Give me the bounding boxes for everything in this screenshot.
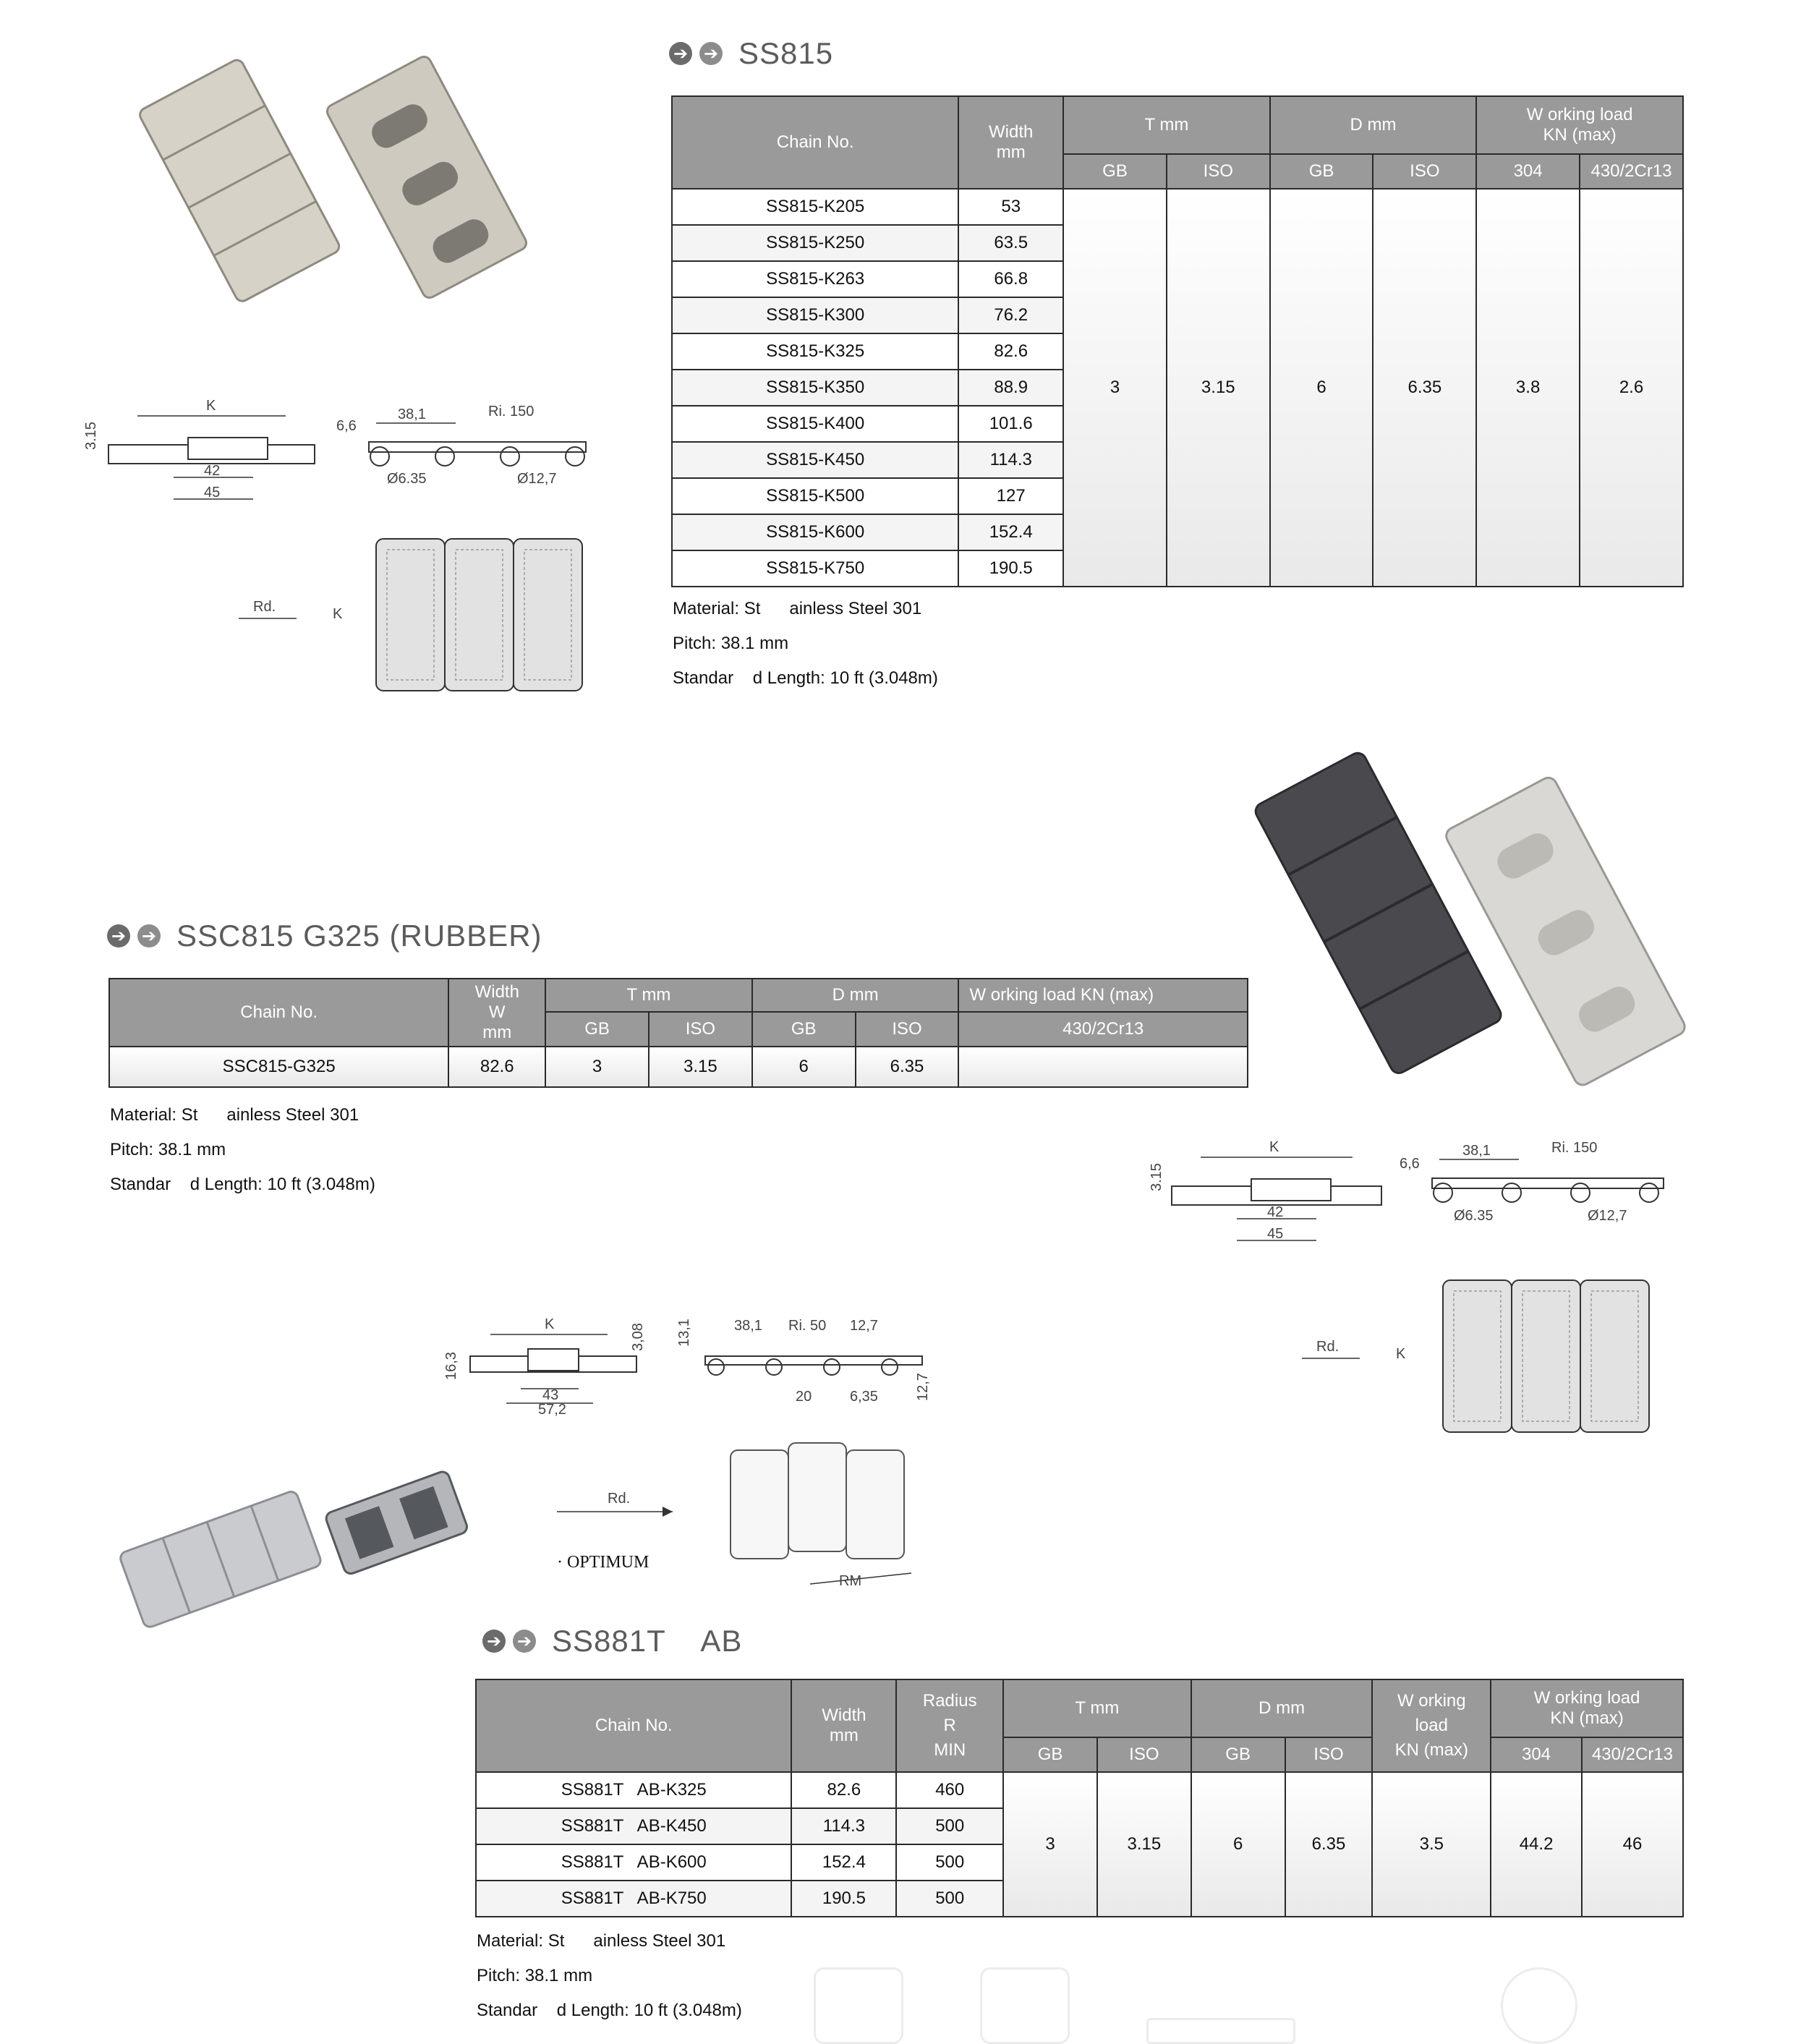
col-t-iso: ISO	[649, 1012, 752, 1047]
col-chain-no: Chain No.	[672, 96, 958, 189]
dim-45: 45	[1267, 1226, 1284, 1242]
dim-rd: Rd.	[253, 599, 276, 615]
table-row-width: 114.3	[791, 1808, 896, 1844]
ss815-product-photo	[137, 40, 557, 315]
col-wl-label2: load	[1415, 1716, 1448, 1735]
d-gb-value: 6	[1191, 1772, 1285, 1917]
dim-d12-7: Ø12,7	[1588, 1208, 1627, 1224]
material-note: Material: St ainless Steel 301	[673, 599, 922, 618]
dim-42: 42	[204, 463, 221, 479]
length-note: Standar d Length: 10 ft (3.048m)	[673, 668, 938, 688]
table-row-width: 82.6	[791, 1772, 896, 1808]
dim-rd: Rd.	[1316, 1339, 1340, 1355]
material-note: Material: St ainless Steel 301	[477, 1931, 726, 1951]
col-radius-label: Radius	[922, 1691, 977, 1711]
col-width-label: Width	[474, 982, 519, 1002]
col-d: D mm	[1270, 96, 1477, 154]
col-d-gb: GB	[752, 1012, 856, 1047]
col-load-430: 430/2Cr13	[1580, 154, 1683, 189]
col-width-unit: mm	[829, 1726, 859, 1745]
table-row-width: 82.6	[448, 1047, 545, 1087]
d-iso-value: 6.35	[856, 1047, 959, 1087]
arrow-right-icon: ➔	[513, 1630, 536, 1653]
dim-45: 45	[204, 485, 221, 501]
ss881-notes	[477, 1924, 742, 2028]
t-gb-value: 3	[1003, 1772, 1097, 1917]
table-row-width: 152.4	[791, 1844, 896, 1881]
col-d-iso: ISO	[1285, 1737, 1373, 1772]
pitch-note: Pitch: 38.1 mm	[110, 1140, 226, 1159]
dim-38-1: 38,1	[1462, 1143, 1491, 1159]
watermark-shape	[814, 1967, 903, 2044]
col-radius-r: R	[943, 1716, 956, 1735]
col-d-iso: ISO	[856, 1012, 959, 1047]
load-430-value: 46	[1582, 1772, 1683, 1917]
length-note: Standar d Length: 10 ft (3.048m)	[477, 2001, 742, 2020]
dim-16-3: 16,3	[443, 1352, 459, 1380]
arrow-right-icon: ➔	[482, 1630, 506, 1653]
col-d: D mm	[752, 979, 959, 1012]
col-t-iso: ISO	[1167, 154, 1270, 189]
ss881-table	[475, 1679, 1684, 1917]
ssc815-side-drawing	[1396, 1132, 1700, 1240]
ssc815-notes	[110, 1098, 375, 1202]
ss815-heading	[669, 36, 833, 71]
col-width	[791, 1679, 896, 1772]
watermark-shape	[1501, 1967, 1577, 2044]
table-row-width: 53	[958, 189, 1063, 225]
load-304-value: 44.2	[1491, 1772, 1582, 1917]
table-row-chain: SS815-K750	[672, 550, 958, 587]
table-row-chain: SS881T AB-K325	[476, 1772, 791, 1808]
dim-d6-35: Ø6.35	[1454, 1208, 1494, 1224]
table-row-chain: SS815-K500	[672, 478, 958, 514]
ss881-section-drawing	[434, 1313, 651, 1421]
dim-3-15: 3.15	[1149, 1163, 1164, 1191]
dim-k: K	[1269, 1139, 1279, 1155]
table-row-width: 76.2	[958, 297, 1063, 333]
col-t: T mm	[1003, 1679, 1191, 1737]
table-row-width: 190.5	[958, 550, 1063, 587]
col-working-load	[1372, 1679, 1491, 1772]
col-load-430: 430/2Cr13	[958, 1012, 1248, 1047]
ss881-product-photo	[116, 1461, 492, 1656]
table-row-chain: SS815-K350	[672, 370, 958, 406]
table-row-width: 66.8	[958, 261, 1063, 297]
col-wl-unit: KN (max)	[1394, 1740, 1468, 1760]
d-gb-value: 6	[752, 1047, 856, 1087]
table-row-chain: SS815-K250	[672, 225, 958, 261]
col-t-gb: GB	[1063, 154, 1167, 189]
table-row-chain: SS815-K600	[672, 514, 958, 550]
col-width-label: Width	[989, 122, 1034, 142]
dim-12-7-vert: 12,7	[915, 1373, 931, 1401]
load-430-value	[958, 1047, 1248, 1087]
dim-k: K	[206, 398, 216, 414]
table-row-width: 114.3	[958, 442, 1063, 478]
col-t-gb: GB	[545, 1012, 649, 1047]
col-d-iso: ISO	[1373, 154, 1476, 189]
col-load-304: 304	[1491, 1737, 1582, 1772]
t-iso-value: 3.15	[649, 1047, 752, 1087]
ss815-top-drawing	[231, 532, 608, 698]
table-row-width: 152.4	[958, 514, 1063, 550]
dim-k: K	[545, 1316, 555, 1332]
col-d-gb: GB	[1270, 154, 1374, 189]
t-gb-value: 3	[545, 1047, 649, 1087]
table-row-width: 190.5	[791, 1881, 896, 1917]
dim-ri-150: Ri. 150	[1551, 1140, 1598, 1156]
table-row-radius: 500	[896, 1844, 1003, 1881]
dim-12-7: 12,7	[850, 1318, 878, 1334]
dim-k-vert: K	[333, 606, 343, 622]
table-row-chain: SS881T AB-K600	[476, 1844, 791, 1881]
col-load-unit: KN (max)	[1543, 125, 1617, 145]
ssc815-title: SSC815 G325 (RUBBER)	[176, 919, 542, 953]
col-wl-label: W orking	[1397, 1691, 1466, 1711]
dim-rd: Rd.	[608, 1491, 631, 1507]
pitch-note: Pitch: 38.1 mm	[477, 1966, 593, 1985]
table-row-chain: SS815-K400	[672, 406, 958, 442]
col-load-430: 430/2Cr13	[1582, 1737, 1683, 1772]
table-row-chain: SS815-K263	[672, 261, 958, 297]
dim-38-1: 38,1	[398, 406, 426, 422]
ss881-side-drawing	[673, 1313, 947, 1421]
ss881-title: SS881T AB	[552, 1624, 743, 1658]
col-width	[958, 96, 1063, 189]
table-row-chain: SS881T AB-K750	[476, 1881, 791, 1917]
table-row-width: 63.5	[958, 225, 1063, 261]
dim-13-1: 13,1	[676, 1319, 692, 1347]
col-d-gb: GB	[1191, 1737, 1285, 1772]
arrow-right-icon: ➔	[699, 42, 723, 65]
dim-d12-7: Ø12,7	[517, 471, 557, 487]
col-t-iso: ISO	[1097, 1737, 1191, 1772]
load-430-value: 2.6	[1580, 189, 1683, 587]
col-load-label: W orking load	[1526, 105, 1633, 124]
optimum-label: · OPTIMUM	[557, 1553, 650, 1572]
col-load-label: W orking load	[1533, 1688, 1640, 1708]
ss815-title: SS815	[738, 36, 834, 70]
table-row-radius: 500	[896, 1808, 1003, 1844]
dim-57-2: 57,2	[538, 1402, 566, 1418]
pitch-note: Pitch: 38.1 mm	[673, 634, 789, 653]
dim-38-1: 38,1	[734, 1318, 762, 1334]
col-chain-no: Chain No.	[109, 979, 448, 1047]
col-width-unit: mm	[996, 142, 1026, 162]
col-load	[1491, 1679, 1683, 1737]
watermark-shape	[1146, 2018, 1295, 2044]
ss881-heading	[482, 1624, 742, 1658]
ssc815-product-photo	[1258, 731, 1678, 1099]
dim-6-35: 6,35	[850, 1389, 878, 1405]
ss815-table	[671, 95, 1684, 587]
table-row-width: 101.6	[958, 406, 1063, 442]
col-chain-no: Chain No.	[476, 1679, 791, 1772]
ssc815-top-drawing	[1295, 1273, 1678, 1439]
col-t: T mm	[545, 979, 752, 1012]
table-row-radius: 500	[896, 1881, 1003, 1917]
d-gb-value: 6	[1270, 189, 1374, 587]
col-d: D mm	[1191, 1679, 1373, 1737]
ssc815-heading	[107, 919, 542, 953]
col-t-gb: GB	[1003, 1737, 1097, 1772]
ss815-side-drawing	[333, 394, 622, 510]
dim-d6-35: Ø6.35	[387, 471, 427, 487]
watermark-shape	[980, 1967, 1070, 2044]
table-row-width: 127	[958, 478, 1063, 514]
t-gb-value: 3	[1063, 189, 1167, 587]
load-304-value: 3.8	[1476, 189, 1580, 587]
dim-6-6: 6,6	[1400, 1156, 1420, 1172]
col-width-label: Width	[822, 1706, 866, 1725]
material-note: Material: St ainless Steel 301	[110, 1105, 359, 1125]
arrow-right-icon: ➔	[669, 42, 692, 65]
col-radius-min: MIN	[934, 1740, 966, 1760]
table-row-chain: SSC815-G325	[109, 1047, 448, 1087]
dim-43: 43	[542, 1387, 559, 1403]
col-width-w: W	[488, 1002, 506, 1022]
col-load	[1476, 96, 1683, 154]
working-load-value: 3.5	[1372, 1772, 1491, 1917]
arrow-right-icon: ➔	[137, 924, 161, 948]
col-t: T mm	[1063, 96, 1270, 154]
col-width	[448, 979, 545, 1047]
table-row-chain: SS815-K205	[672, 189, 958, 225]
table-row-width: 88.9	[958, 370, 1063, 406]
t-iso-value: 3.15	[1097, 1772, 1191, 1917]
dim-ri-50: Ri. 50	[788, 1318, 827, 1334]
ss815-notes	[673, 592, 938, 696]
table-row-chain: SS815-K300	[672, 297, 958, 333]
dim-k-vert: K	[1396, 1346, 1406, 1362]
table-row-width: 82.6	[958, 333, 1063, 370]
ssc815-table	[108, 978, 1248, 1088]
dim-20: 20	[796, 1389, 812, 1405]
dim-3-08: 3,08	[630, 1323, 646, 1351]
dim-42: 42	[1267, 1204, 1284, 1220]
table-row-chain: SS815-K450	[672, 442, 958, 478]
col-load-unit: KN (max)	[1550, 1708, 1624, 1728]
length-note: Standar d Length: 10 ft (3.048m)	[110, 1175, 375, 1194]
ss815-section-drawing	[80, 394, 318, 517]
dim-rm: RM	[839, 1573, 862, 1589]
col-load: W orking load KN (max)	[958, 979, 1248, 1012]
dim-ri-150: Ri. 150	[488, 404, 535, 420]
d-iso-value: 6.35	[1373, 189, 1476, 587]
arrow-right-icon: ➔	[107, 924, 130, 948]
col-radius	[896, 1679, 1003, 1772]
d-iso-value: 6.35	[1285, 1772, 1373, 1917]
table-row-radius: 460	[896, 1772, 1003, 1808]
dim-6-6: 6,6	[336, 418, 357, 434]
col-width-unit: mm	[482, 1023, 512, 1042]
ss881-top-drawing	[550, 1436, 955, 1591]
t-iso-value: 3.15	[1167, 189, 1270, 587]
dim-3-15: 3.15	[83, 422, 99, 450]
table-row-chain: SS881T AB-K450	[476, 1808, 791, 1844]
ssc815-section-drawing	[1143, 1128, 1389, 1255]
col-load-304: 304	[1476, 154, 1580, 189]
table-row-chain: SS815-K325	[672, 333, 958, 370]
